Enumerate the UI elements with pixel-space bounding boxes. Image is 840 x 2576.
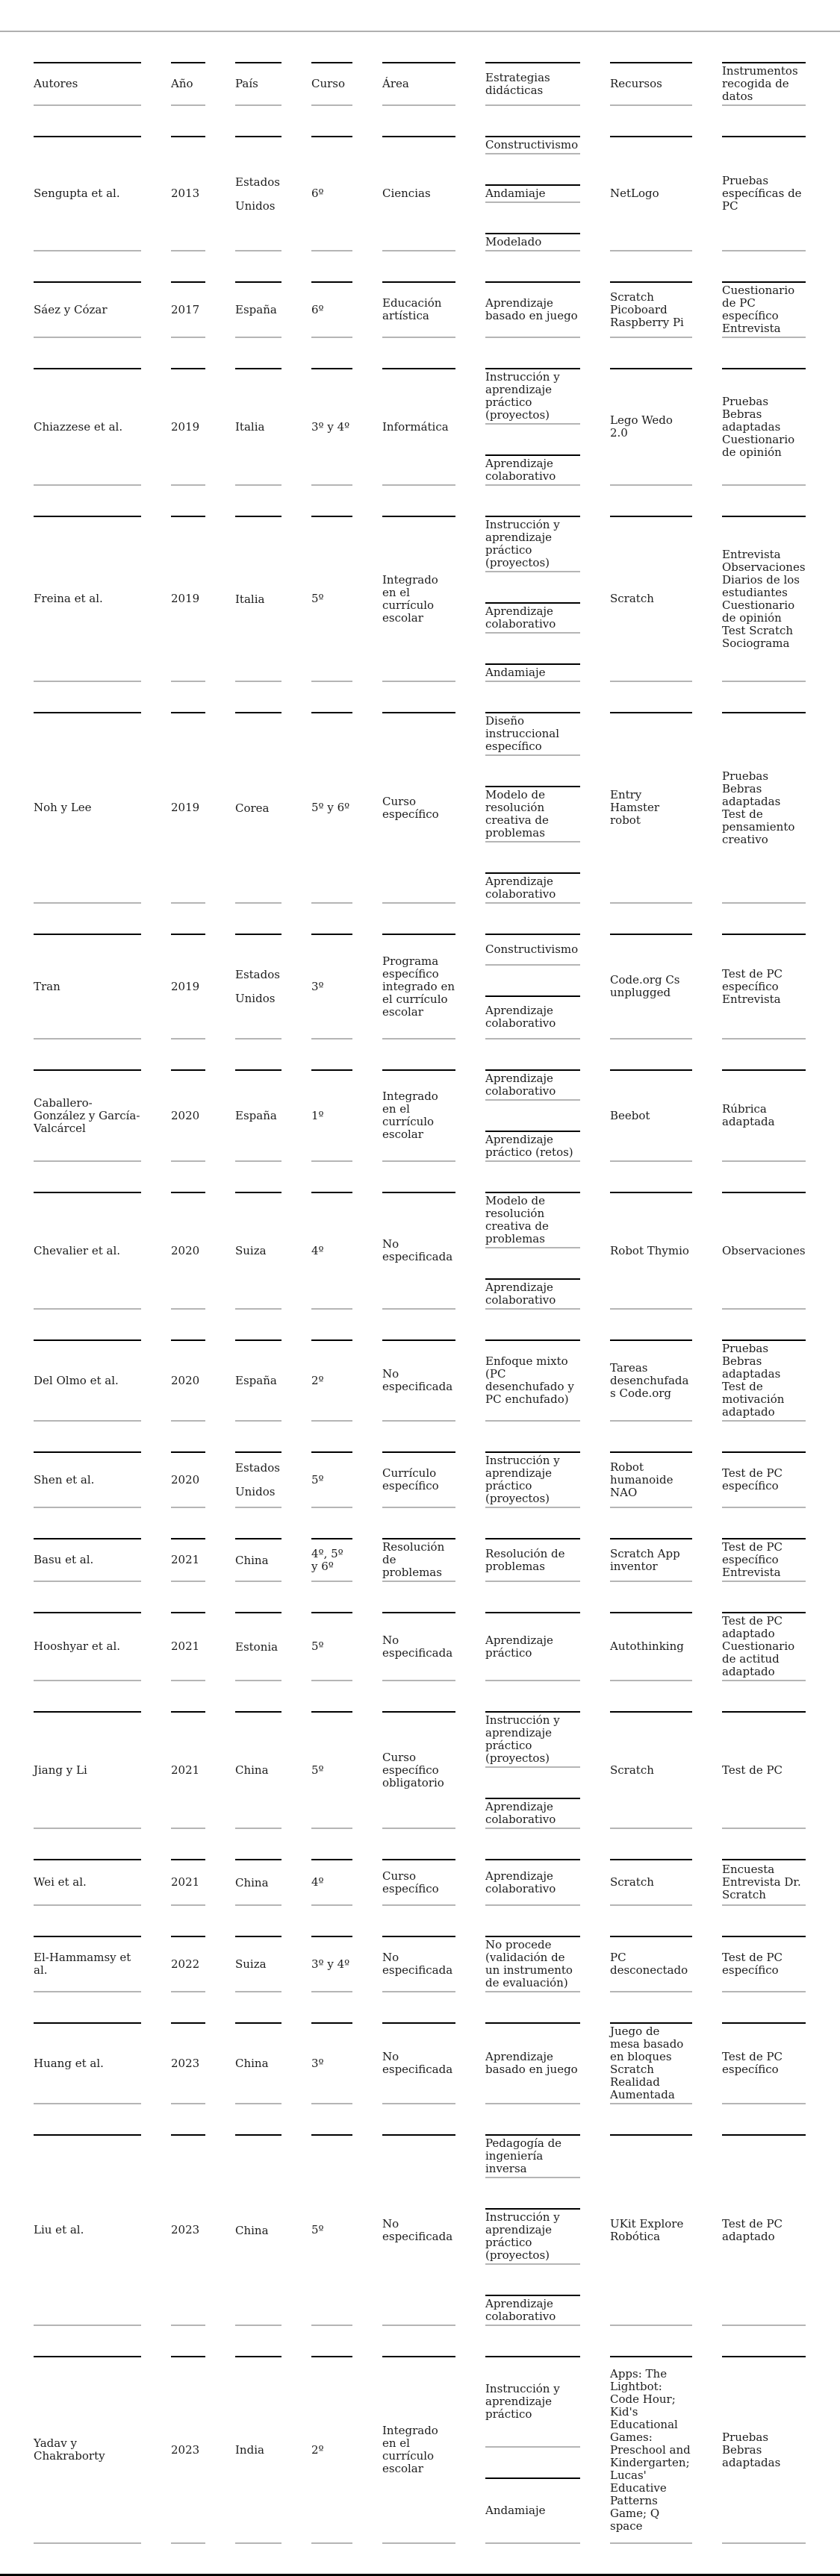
cell-ano: 2020 (171, 1192, 205, 1310)
cell-curso: 5º y 6º (311, 712, 352, 904)
table-row (34, 1192, 806, 1310)
strategy-item (485, 2477, 580, 2544)
table-body (34, 136, 806, 2544)
table-row (34, 136, 806, 251)
cell-curso: 5º (311, 1451, 352, 1508)
cell-curso: 1º (311, 1069, 352, 1162)
strategy-item (485, 1711, 580, 1768)
strategy-item (485, 995, 580, 1040)
strategy-label: Andamiaje (485, 187, 546, 200)
cell-recursos: Scratch App inventor (610, 1538, 692, 1582)
strategy-label: Aprendizaje práctico (retos) (485, 1133, 573, 1159)
strategy-item (485, 2208, 580, 2265)
cell-ano: 2023 (171, 2356, 205, 2544)
cell-estrategias (485, 712, 580, 904)
strategy-label: Instrucción y aprendizaje práctico (proyectos) (485, 2210, 560, 2262)
cell-estrategias (485, 934, 580, 1040)
table-row (34, 1711, 806, 1829)
cell-area: No especificada (382, 2134, 455, 2326)
strategy-item (485, 1069, 580, 1101)
cell-area: Ciencias (382, 136, 455, 251)
cell-estrategias (485, 2356, 580, 2544)
cell-recursos: Entry Hamster robot (610, 712, 692, 904)
cell-area: No especificada (382, 1339, 455, 1422)
cell-ano: 2017 (171, 281, 205, 338)
cell-estrategias: Enfoque mixto (PC desenchufado y PC enchufado) (485, 1339, 580, 1422)
strategies-stack (485, 2356, 580, 2544)
cell-autores: Basu et al. (34, 1538, 141, 1582)
cell-pais: España (235, 1339, 281, 1422)
cell-ano: 2019 (171, 516, 205, 682)
cell-ano: 2023 (171, 2022, 205, 2104)
strategy-item (485, 934, 580, 966)
cell-pais: Estados Unidos (235, 1451, 281, 1508)
cell-instrumentos: Test de PC (722, 1711, 806, 1829)
cell-estrategias: Instrucción y aprendizaje práctico (proyectos) (485, 1451, 580, 1508)
cell-estrategias (485, 1069, 580, 1162)
strategies-stack (485, 1192, 580, 1310)
column-header-area: Área (382, 62, 455, 106)
cell-instrumentos: Test de PC adaptado (722, 2134, 806, 2326)
cell-recursos: Scratch Picoboard Raspberry Pi (610, 281, 692, 338)
strategy-label: Aprendizaje colaborativo (485, 604, 556, 631)
strategy-label: Aprendizaje colaborativo (485, 1072, 556, 1098)
header-row (34, 62, 806, 106)
cell-pais: España (235, 1069, 281, 1162)
cell-pais: China (235, 1711, 281, 1829)
table-row (34, 2022, 806, 2104)
strategies-stack (485, 934, 580, 1040)
table-row (34, 2356, 806, 2544)
strategy-label: Aprendizaje colaborativo (485, 2297, 556, 2323)
cell-instrumentos: Test de PC específico (722, 1451, 806, 1508)
cell-instrumentos: Test de PC específico Entrevista (722, 1538, 806, 1582)
cell-recursos: Juego de mesa basado en bloques Scratch Realidad Aumentada (610, 2022, 692, 2104)
cell-pais: Italia (235, 368, 281, 486)
column-header-pais: País (235, 62, 281, 106)
strategy-label: Instrucción y aprendizaje práctico (proyectos) (485, 1713, 560, 1765)
strategy-item (485, 2356, 580, 2448)
strategy-label: Modelado (485, 235, 542, 248)
cell-recursos: PC desconectado (610, 1936, 692, 1992)
cell-curso: 3º (311, 934, 352, 1040)
cell-recursos: Scratch (610, 516, 692, 682)
strategy-label: Aprendizaje colaborativo (485, 1800, 556, 1826)
cell-pais: España (235, 281, 281, 338)
strategy-item (485, 1278, 580, 1310)
strategy-item (485, 1798, 580, 1829)
cell-instrumentos: Encuesta Entrevista Dr. Scratch (722, 1859, 806, 1906)
strategy-label: Pedagogía de ingeniería inversa (485, 2136, 562, 2175)
cell-recursos: NetLogo (610, 136, 692, 251)
cell-estrategias (485, 1192, 580, 1310)
table-row (34, 281, 806, 338)
cell-ano: 2022 (171, 1936, 205, 1992)
cell-autores: Chiazzese et al. (34, 368, 141, 486)
cell-ano: 2021 (171, 1538, 205, 1582)
cell-pais: Estados Unidos (235, 934, 281, 1040)
column-header-autores: Autores (34, 62, 141, 106)
cell-autores: Chevalier et al. (34, 1192, 141, 1310)
strategy-item (485, 663, 580, 682)
column-header-ano: Año (171, 62, 205, 106)
strategy-item (485, 2295, 580, 2326)
strategy-item (485, 712, 580, 756)
table-row (34, 934, 806, 1040)
cell-instrumentos: Entrevista Observaciones Diarios de los estudiantes Cuestionario de opinión Test Scratch Sociograma (722, 516, 806, 682)
strategy-item (485, 136, 580, 154)
cell-curso: 3º (311, 2022, 352, 2104)
cell-autores: Tran (34, 934, 141, 1040)
cell-estrategias (485, 516, 580, 682)
strategy-item (485, 872, 580, 904)
table-row (34, 1451, 806, 1508)
strategy-item (485, 1192, 580, 1248)
cell-area: Curso específico (382, 1859, 455, 1906)
cell-estrategias: Aprendizaje basado en juego (485, 281, 580, 338)
cell-curso: 4º, 5º y 6º (311, 1538, 352, 1582)
cell-estrategias: Aprendizaje colaborativo (485, 1859, 580, 1906)
cell-area: No especificada (382, 1612, 455, 1681)
cell-curso: 3º y 4º (311, 1936, 352, 1992)
table-row (34, 712, 806, 904)
strategy-label: Aprendizaje colaborativo (485, 1281, 556, 1307)
strategies-stack (485, 516, 580, 682)
cell-autores: Noh y Lee (34, 712, 141, 904)
strategies-stack (485, 1711, 580, 1829)
cell-recursos: UKit Explore Robótica (610, 2134, 692, 2326)
cell-ano: 2019 (171, 712, 205, 904)
cell-area: Curso específico (382, 712, 455, 904)
cell-autores: Huang et al. (34, 2022, 141, 2104)
cell-pais: Suiza (235, 1936, 281, 1992)
cell-curso: 2º (311, 1339, 352, 1422)
cell-estrategias: Resolución de problemas (485, 1538, 580, 1582)
column-header-recursos: Recursos (610, 62, 692, 106)
column-header-curso: Curso (311, 62, 352, 106)
strategy-label: Diseño instruccional específico (485, 714, 560, 753)
cell-instrumentos: Pruebas Bebras adaptadas Test de motivación adaptado (722, 1339, 806, 1422)
cell-area: Integrado en el currículo escolar (382, 2356, 455, 2544)
cell-estrategias: Aprendizaje práctico (485, 1612, 580, 1681)
cell-estrategias: No procede (validación de un instrumento de evaluación) (485, 1936, 580, 1992)
cell-estrategias: Aprendizaje basado en juego (485, 2022, 580, 2104)
cell-pais: China (235, 2134, 281, 2326)
cell-area: Informática (382, 368, 455, 486)
cell-recursos: Robot Thymio (610, 1192, 692, 1310)
cell-curso: 2º (311, 2356, 352, 2544)
cell-instrumentos: Test de PC adaptado Cuestionario de actitud adaptado (722, 1612, 806, 1681)
cell-estrategias (485, 1711, 580, 1829)
strategy-label: Aprendizaje colaborativo (485, 457, 556, 483)
cell-instrumentos: Pruebas específicas de PC (722, 136, 806, 251)
strategies-stack (485, 368, 580, 486)
table-row (34, 516, 806, 682)
cell-curso: 5º (311, 516, 352, 682)
cell-pais: China (235, 2022, 281, 2104)
cell-pais: China (235, 1538, 281, 1582)
cell-recursos: Tareas desenchufadas Code.org (610, 1339, 692, 1422)
cell-autores: Wei et al. (34, 1859, 141, 1906)
strategy-item (485, 1131, 580, 1162)
cell-instrumentos: Pruebas Bebras adaptadas Cuestionario de opinión (722, 368, 806, 486)
strategy-item (485, 233, 580, 251)
cell-area: No especificada (382, 2022, 455, 2104)
cell-curso: 5º (311, 2134, 352, 2326)
cell-ano: 2020 (171, 1069, 205, 1162)
cell-estrategias (485, 136, 580, 251)
strategy-label: Andamiaje (485, 666, 546, 679)
cell-instrumentos: Pruebas Bebras adaptadas (722, 2356, 806, 2544)
strategy-label: Modelo de resolución creativa de problemas (485, 1194, 549, 1245)
cell-autores: Del Olmo et al. (34, 1339, 141, 1422)
cell-autores: Liu et al. (34, 2134, 141, 2326)
table-row (34, 1339, 806, 1422)
strategy-label: Constructivismo (485, 138, 579, 151)
cell-pais: Italia (235, 516, 281, 682)
strategies-stack (485, 1069, 580, 1162)
strategy-item (485, 368, 580, 425)
strategy-label: Andamiaje (485, 2504, 546, 2517)
cell-ano: 2020 (171, 1339, 205, 1422)
strategies-stack (485, 136, 580, 251)
table-row (34, 368, 806, 486)
cell-ano: 2021 (171, 1711, 205, 1829)
cell-area: Educación artística (382, 281, 455, 338)
cell-recursos: Lego Wedo 2.0 (610, 368, 692, 486)
cell-ano: 2021 (171, 1859, 205, 1906)
cell-autores: Hooshyar et al. (34, 1612, 141, 1681)
cell-area: Resolución de problemas (382, 1538, 455, 1582)
cell-curso: 6º (311, 136, 352, 251)
cell-autores: El-Hammamsy et al. (34, 1936, 141, 1992)
studies-table (4, 32, 836, 2574)
cell-pais: Corea (235, 712, 281, 904)
cell-curso: 4º (311, 1859, 352, 1906)
strategy-item (485, 516, 580, 572)
column-header-estrategias: Estrategias didácticas (485, 62, 580, 106)
cell-autores: Freina et al. (34, 516, 141, 682)
cell-recursos: Autothinking (610, 1612, 692, 1681)
strategy-item (485, 602, 580, 634)
cell-ano: 2013 (171, 136, 205, 251)
table-row (34, 2134, 806, 2326)
strategy-item (485, 454, 580, 486)
cell-recursos: Scratch (610, 1711, 692, 1829)
cell-curso: 3º y 4º (311, 368, 352, 486)
cell-ano: 2020 (171, 1451, 205, 1508)
cell-area: No especificada (382, 1936, 455, 1992)
cell-instrumentos: Test de PC específico (722, 1936, 806, 1992)
cell-instrumentos: Test de PC específico (722, 2022, 806, 2104)
cell-curso: 5º (311, 1711, 352, 1829)
cell-pais: India (235, 2356, 281, 2544)
strategy-label: Constructivismo (485, 942, 579, 956)
cell-instrumentos: Pruebas Bebras adaptadas Test de pensamiento creativo (722, 712, 806, 904)
cell-pais: Suiza (235, 1192, 281, 1310)
cell-recursos: Code.org Cs unplugged (610, 934, 692, 1040)
cell-instrumentos: Rúbrica adaptada (722, 1069, 806, 1162)
strategy-item (485, 184, 580, 203)
cell-ano: 2019 (171, 368, 205, 486)
cell-ano: 2021 (171, 1612, 205, 1681)
strategy-label: Instrucción y aprendizaje práctico (proyectos) (485, 518, 560, 569)
cell-curso: 6º (311, 281, 352, 338)
column-header-instrumentos: Instrumentos recogida de datos (722, 62, 806, 106)
strategy-label: Modelo de resolución creativa de problemas (485, 788, 549, 840)
cell-estrategias (485, 2134, 580, 2326)
table-row (34, 1612, 806, 1681)
cell-area: No especificada (382, 1192, 455, 1310)
paper-page (0, 31, 840, 2576)
cell-instrumentos: Test de PC específico Entrevista (722, 934, 806, 1040)
strategy-label: Aprendizaje colaborativo (485, 875, 556, 901)
cell-area: Integrado en el currículo escolar (382, 1069, 455, 1162)
cell-ano: 2023 (171, 2134, 205, 2326)
strategies-stack (485, 712, 580, 904)
cell-pais: Estados Unidos (235, 136, 281, 251)
table-row (34, 1538, 806, 1582)
strategy-item (485, 2134, 580, 2178)
cell-curso: 4º (311, 1192, 352, 1310)
cell-instrumentos: Cuestionario de PC específico Entrevista (722, 281, 806, 338)
cell-area: Currículo específico (382, 1451, 455, 1508)
cell-ano: 2019 (171, 934, 205, 1040)
cell-area: Curso específico obligatorio (382, 1711, 455, 1829)
cell-autores: Sáez y Cózar (34, 281, 141, 338)
cell-recursos: Scratch (610, 1859, 692, 1906)
cell-estrategias (485, 368, 580, 486)
cell-curso: 5º (311, 1612, 352, 1681)
cell-autores: Shen et al. (34, 1451, 141, 1508)
cell-autores: Sengupta et al. (34, 136, 141, 251)
cell-recursos: Robot humanoide NAO (610, 1451, 692, 1508)
table-row (34, 1859, 806, 1906)
strategy-label: Instrucción y aprendizaje práctico (485, 2382, 560, 2421)
cell-autores: Yadav y Chakraborty (34, 2356, 141, 2544)
cell-recursos: Apps: The Lightbot: Code Hour; Kid's Educational Games: Preschool and Kindergarten; Lucas' Educative Patterns Game; Q space (610, 2356, 692, 2544)
cell-pais: Estonia (235, 1612, 281, 1681)
cell-instrumentos: Observaciones (722, 1192, 806, 1310)
cell-autores: Jiang y Li (34, 1711, 141, 1829)
table-header (34, 62, 806, 106)
strategy-label: Instrucción y aprendizaje práctico (proyectos) (485, 370, 560, 422)
cell-recursos: Beebot (610, 1069, 692, 1162)
strategies-stack (485, 2134, 580, 2326)
cell-area: Integrado en el currículo escolar (382, 516, 455, 682)
cell-area: Programa específico integrado en el currículo escolar (382, 934, 455, 1040)
strategy-label: Aprendizaje colaborativo (485, 1004, 556, 1031)
table-row (34, 1069, 806, 1162)
cell-pais: China (235, 1859, 281, 1906)
cell-autores: Caballero-González y García-Valcárcel (34, 1069, 141, 1162)
strategy-item (485, 786, 580, 842)
table-row (34, 1936, 806, 1992)
